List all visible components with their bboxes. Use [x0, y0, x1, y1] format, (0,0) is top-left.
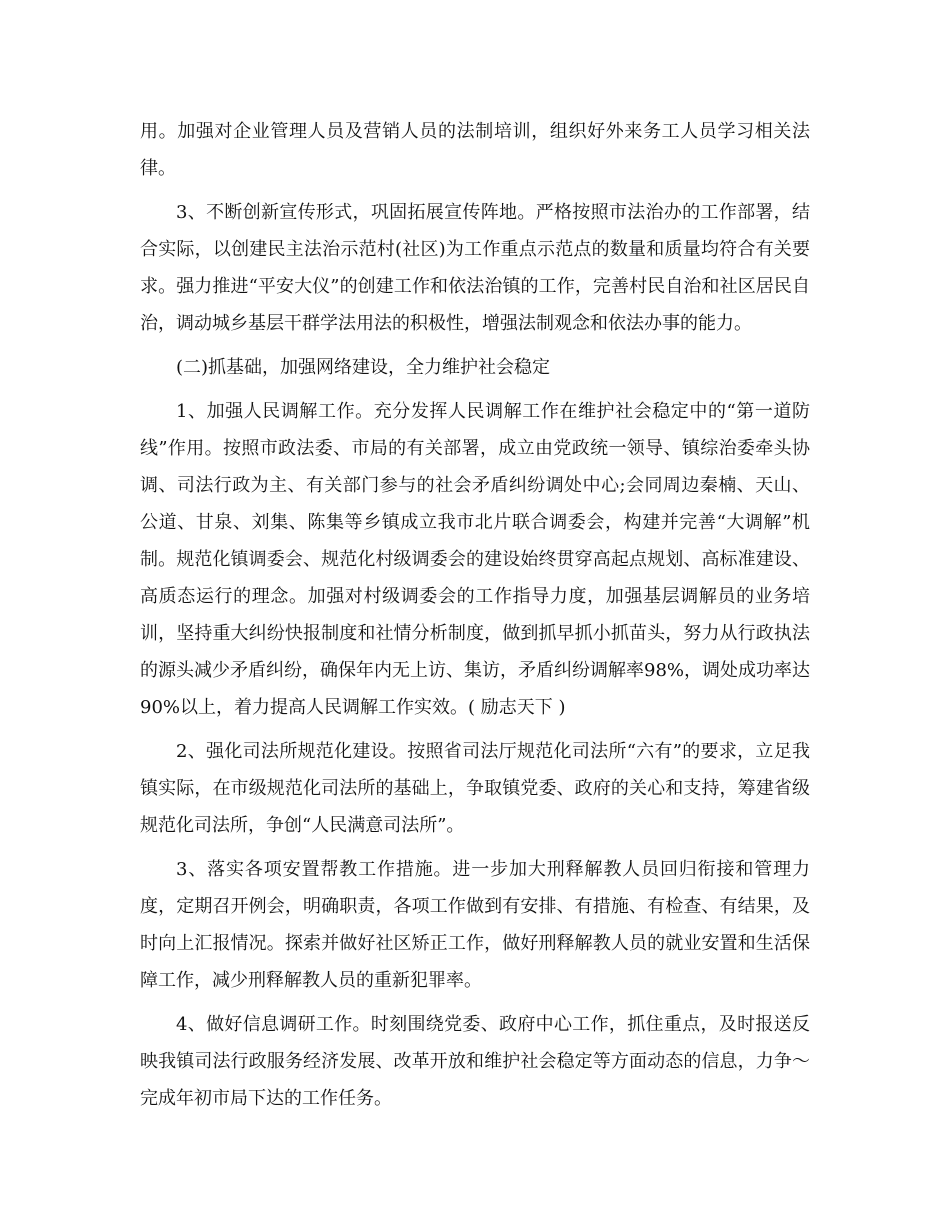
paragraph-information-research: 4、做好信息调研工作。时刻围绕党委、政府中心工作，抓住重点，及时报送反映我镇司法行政服务经济发展、改革开放和维护社会稳定等方面动态的信息，力争～完成年初市局下达的工作任务。 [140, 1014, 810, 1109]
paragraph-mediation-work: 1、加强人民调解工作。充分发挥人民调解工作在维护社会稳定中的“第一道防线”作用。按照市政法委、市局的有关部署，成立由党政统一领导、镇综治委牵头协调、司法行政为主、有关部门参与的社会矛盾纠纷调处中心;会同周边秦楠、天山、公道、甘泉、刘集、陈集等乡镇成立我市北片联合调委会，构建并完善“大调解”机制。规范化镇调委会、规范化村级调委会的建设始终贯穿高起点规划、高标准建设、高质态运行的理念。加强对村级调委会的工作指导力度，加强基层调解员的业务培训，坚持重大纠纷快报制度和社情分析制度，做到抓早抓小抓苗头，努力从行政执法的源头减少矛盾纠纷，确保年内无上访、集访，矛盾纠纷调解率98%，调处成功率达90%以上，着力提高人民调解工作实效。( 励志天下 ) [140, 401, 811, 718]
paragraph-publicity-forms: 3、不断创新宣传形式，巩固拓展宣传阵地。严格按照市法治办的工作部署，结合实际，以创建民主法治示范村(社区)为工作重点示范点的数量和质量均符合有关要求。强力推进“平安大仪”的创建工作和依法治镇的工作，完善村民自治和社区居民自治，调动城乡基层干群学法用法的积极性，增强法制观念和依法办事的能力。 [140, 202, 810, 334]
document-body [140, 113, 810, 1124]
paragraph-continuation: 用。加强对企业管理人员及营销人员的法制培训，组织好外来务工人员学习相关法律。 [140, 121, 810, 179]
paragraph-judicial-office: 2、强化司法所规范化建设。按照省司法厅规范化司法所“六有”的要求，立足我镇实际，在市级规范化司法所的基础上，争取镇党委、政府的关心和支持，筹建省级规范化司法所，争创“人民满意司法所”。 [140, 741, 810, 836]
paragraph-resettlement: 3、落实各项安置帮教工作措施。进一步加大刑释解教人员回归衔接和管理力度，定期召开例会，明确职责，各项工作做到有安排、有措施、有检查、有结果，及时向上汇报情况。探索并做好社区矫正工作，做好刑释解教人员的就业安置和生活保障工作，减少刑释解教人员的重新犯罪率。 [140, 859, 810, 991]
section-heading-foundation: (二)抓基础，加强网络建设，全力维护社会稳定 [176, 357, 551, 378]
